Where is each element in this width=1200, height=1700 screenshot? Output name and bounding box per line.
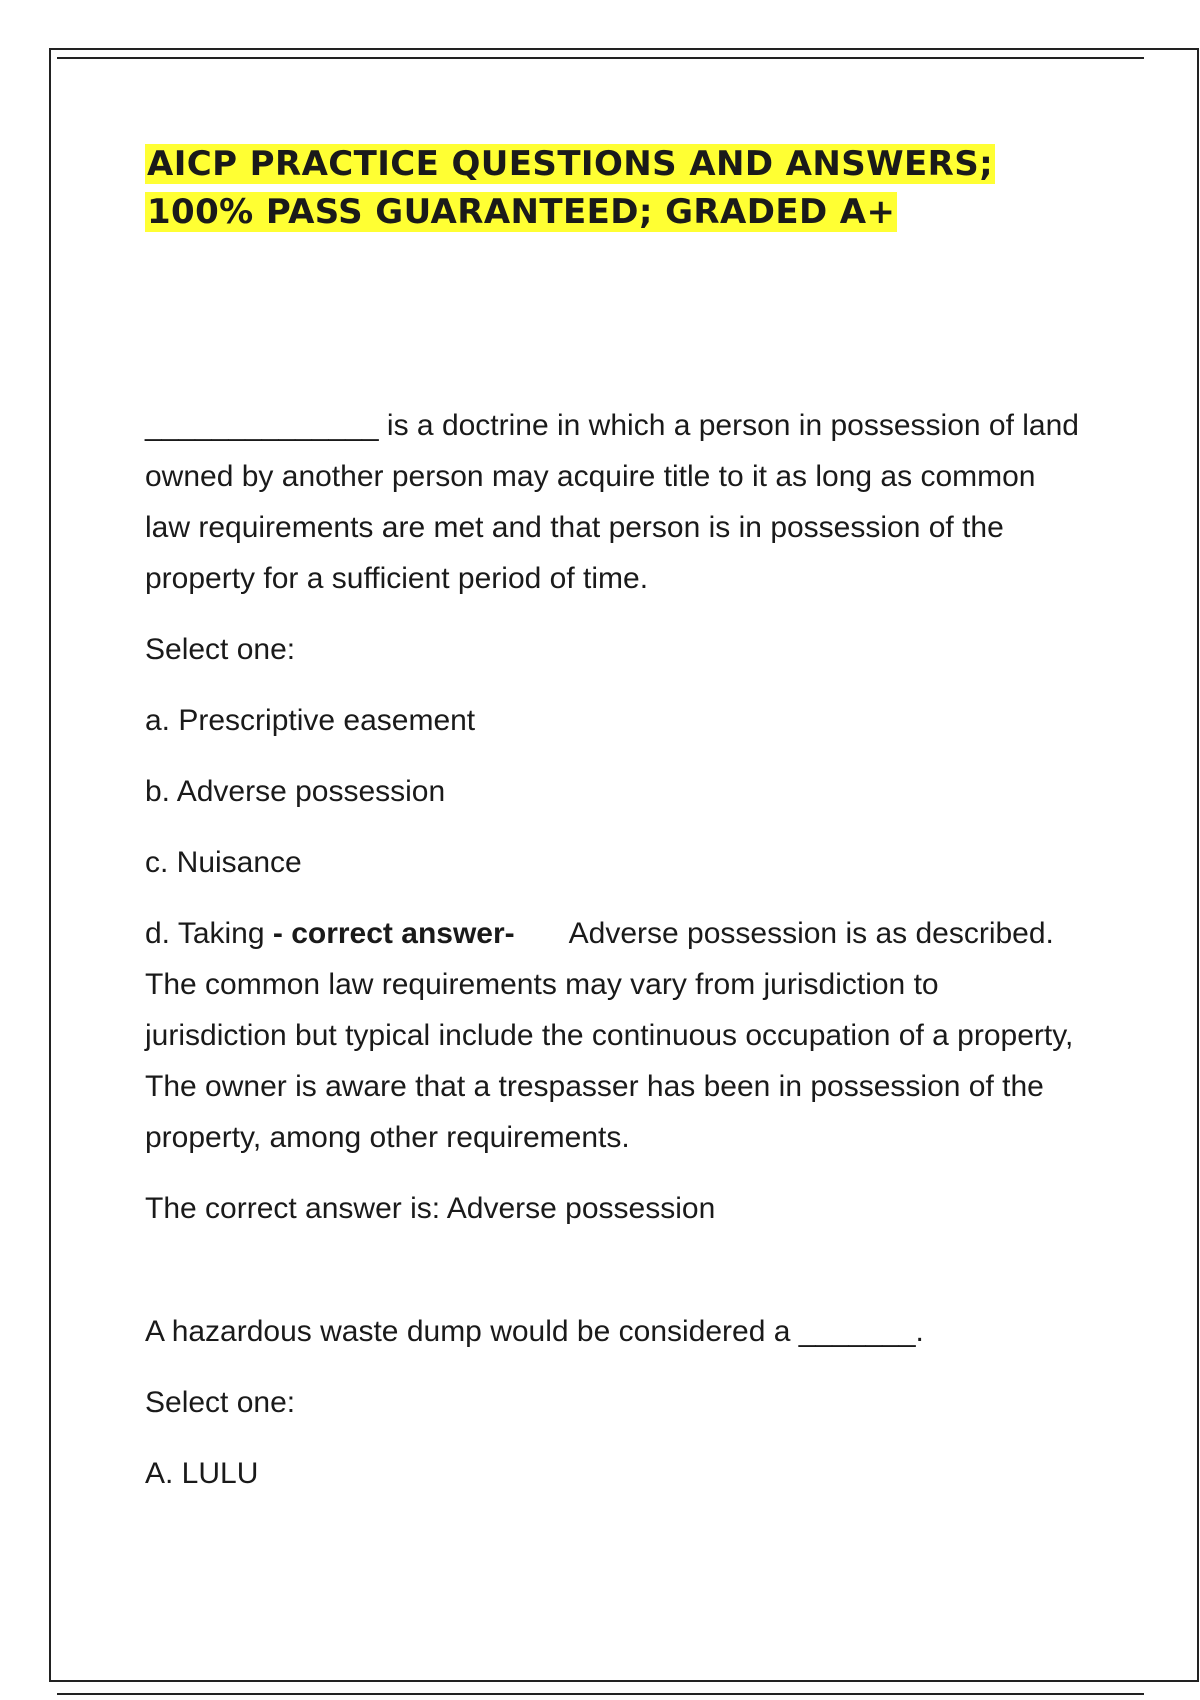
question-1-explanation: Adverse possession is as described. The common law requirements may vary from jurisdiction to jurisdiction but typical include the continuous occupation of a property, The owner is aware that a trespasser has been in possession of the property, among other requirements. bbox=[145, 917, 1074, 1154]
document-body bbox=[145, 140, 1085, 1499]
question-2-option-a: A. LULU bbox=[145, 1457, 259, 1490]
footer-rule bbox=[57, 1693, 1144, 1695]
question-1-correct-answer: The correct answer is: Adverse possession bbox=[145, 1192, 716, 1225]
question-1-option-d-with-answer bbox=[145, 908, 1085, 1163]
question-2-select-label: Select one: bbox=[145, 1386, 296, 1419]
correct-answer-marker: - correct answer- bbox=[272, 917, 515, 950]
title-line-1: AICP PRACTICE QUESTIONS AND ANSWERS; bbox=[147, 144, 994, 184]
question-1-option-d: d. Taking bbox=[145, 917, 265, 950]
question-1-stem: ______________ is a doctrine in which a person in possession of land owned by another person may acquire title to it as long as common law requirements are met and that person is in possession of the property for a sufficient period of time. bbox=[145, 409, 1079, 595]
header-rule bbox=[57, 57, 1144, 59]
question-1-option-c: c. Nuisance bbox=[145, 846, 302, 879]
question-1-select-label: Select one: bbox=[145, 633, 296, 666]
question-2-stem: A hazardous waste dump would be considered a _______. bbox=[145, 1315, 924, 1348]
question-1-option-b: b. Adverse possession bbox=[145, 775, 446, 808]
question-1-option-a: a. Prescriptive easement bbox=[145, 704, 476, 737]
title-line-2: 100% PASS GUARANTEED; GRADED A+ bbox=[147, 192, 896, 232]
document-title bbox=[145, 140, 1085, 236]
